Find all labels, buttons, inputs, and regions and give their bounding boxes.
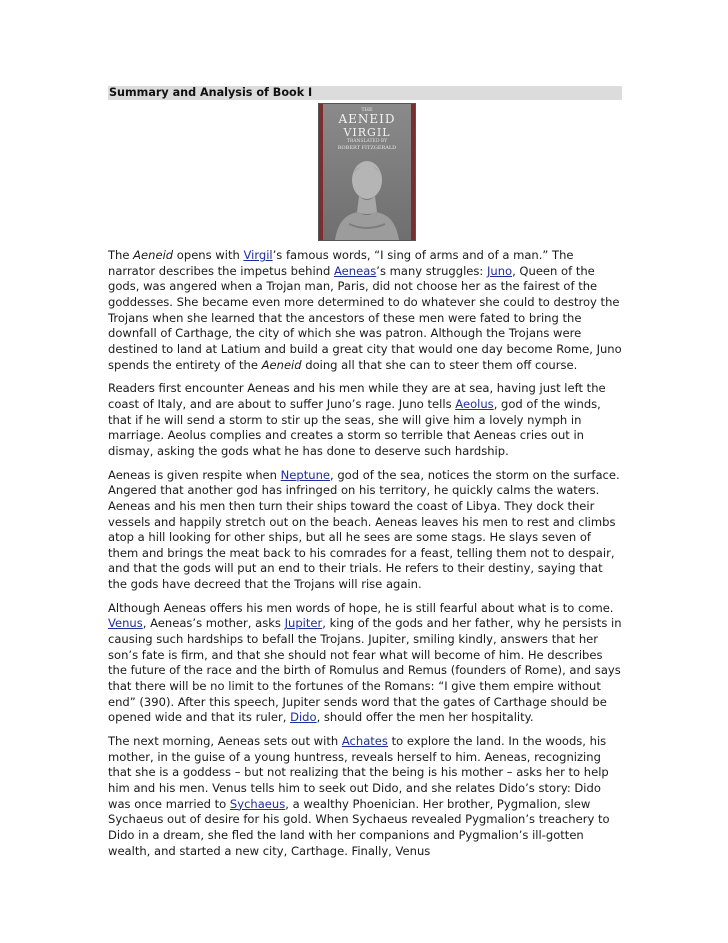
cover-area — [108, 100, 622, 244]
cover-author: VIRGIL — [343, 126, 391, 139]
link-sychaeus[interactable]: Sychaeus — [229, 796, 286, 811]
link-dido[interactable]: Dido — [290, 710, 317, 725]
cover-line: THE — [361, 107, 373, 113]
link-virgil[interactable]: Virgil — [243, 248, 273, 262]
section-header: Summary and Analysis of Book I — [108, 86, 622, 100]
link-neptune[interactable]: Neptune — [280, 467, 330, 482]
link-achates[interactable]: Achates — [341, 734, 388, 749]
link-venus[interactable]: Venus — [108, 616, 143, 631]
link-aeneas[interactable]: Aeneas — [333, 263, 377, 278]
cover-line: TRANSLATED BY — [346, 139, 388, 144]
cover-title: AENEID — [338, 112, 396, 126]
paragraph-4: Although Aeneas offers his men words of hope, he is still fearful about what is to come. Venus, Aeneas’s mother, asks Jupiter, king of the gods and her father, why he persists in causing such hardships to befall the Trojans. Jupiter, smiling kindly, answers that her son’s fate is firm, and that she should not fear what will become of him. He describes the future of the race and the birth of Romulus and Remus (founders of Rome), and says that there will be no limit to the fortunes of the Romans: “I give them empire without end” (390). After this speech, Jupiter sends word that the gates of Carthage should be opened wide and that its ruler, Dido, should offer the men her hospitality. — [108, 600, 622, 725]
paragraph-1: The Aeneid opens with Virgil’s famous words, “I sing of arms and of a man.” The narrator describes the impetus behind Aeneas’s many struggles: Juno, Queen of the gods, was angered when a Trojan man, Paris, did not choose her as the fairest of the goddesses. She became even more determined to do whatever she could to destroy the Trojans when she learned that the ancestors of these men were fated to bring the downfall of Carthage, the city of which she was patron. Although the Trojans were destined to land at Latium and build a great city that would one day become Rome, Juno spends the entirety of the Aeneid doing all that she can to steer them off course. — [108, 248, 622, 372]
document-page — [108, 86, 622, 867]
bust-illustration — [329, 154, 405, 240]
link-juno[interactable]: Juno — [486, 263, 513, 278]
link-aeolus[interactable]: Aeolus — [455, 396, 494, 411]
cover-translator: ROBERT FITZGERALD — [337, 145, 397, 151]
book-cover-image — [319, 104, 415, 240]
paragraph-5: The next morning, Aeneas sets out with Achates to explore the land. In the woods, his mother, in the guise of a young huntress, reveals herself to him. Aeneas, recognizing that she is a goddess – but not realizing that the being is his mother – asks her to help him and his men. Venus tells him to seek out Dido, and she relates Dido’s story: Dido was once married to Sychaeus, a wealthy Phoenician. Her brother, Pygmalion, slew Sychaeus out of desire for his gold. When Sychaeus revealed Pygmalion’s treachery to Dido in a dream, she fled the land with her companions and Pygmalion’s ill-gotten wealth, and started a new city, Carthage. Finally, Venus — [108, 734, 610, 858]
paragraph-2: Readers first encounter Aeneas and his men while they are at sea, having just left the coast of Italy, and are about to suffer Juno’s rage. Juno tells Aeolus, god of the winds, that if he will send a storm to stir up the seas, she will give him a lovely nymph in marriage. Aeolus complies and creates a storm so terrible that Aeneas cries out in dismay, asking the gods what he has done to deserve such hardship. — [108, 381, 606, 458]
link-jupiter[interactable]: Jupiter — [284, 616, 323, 631]
paragraph-3: Aeneas is given respite when Neptune, god of the sea, notices the storm on the surface. Angered that another god has infringed on his territory, he quickly calms the waters. Aeneas and his men then turn their ships toward the coast of Libya. They dock their vessels and happily stretch out on the beach. Aeneas leaves his men to rest and climbs atop a hill looking for other ships, but all he sees are some stags. He slays seven of them and brings the meat back to his comrades for a feast, telling them not to despair, and that the gods will put an end to their trials. He refers to their destiny, saying that the gods have decreed that the Trojans will rise again. — [108, 467, 620, 592]
